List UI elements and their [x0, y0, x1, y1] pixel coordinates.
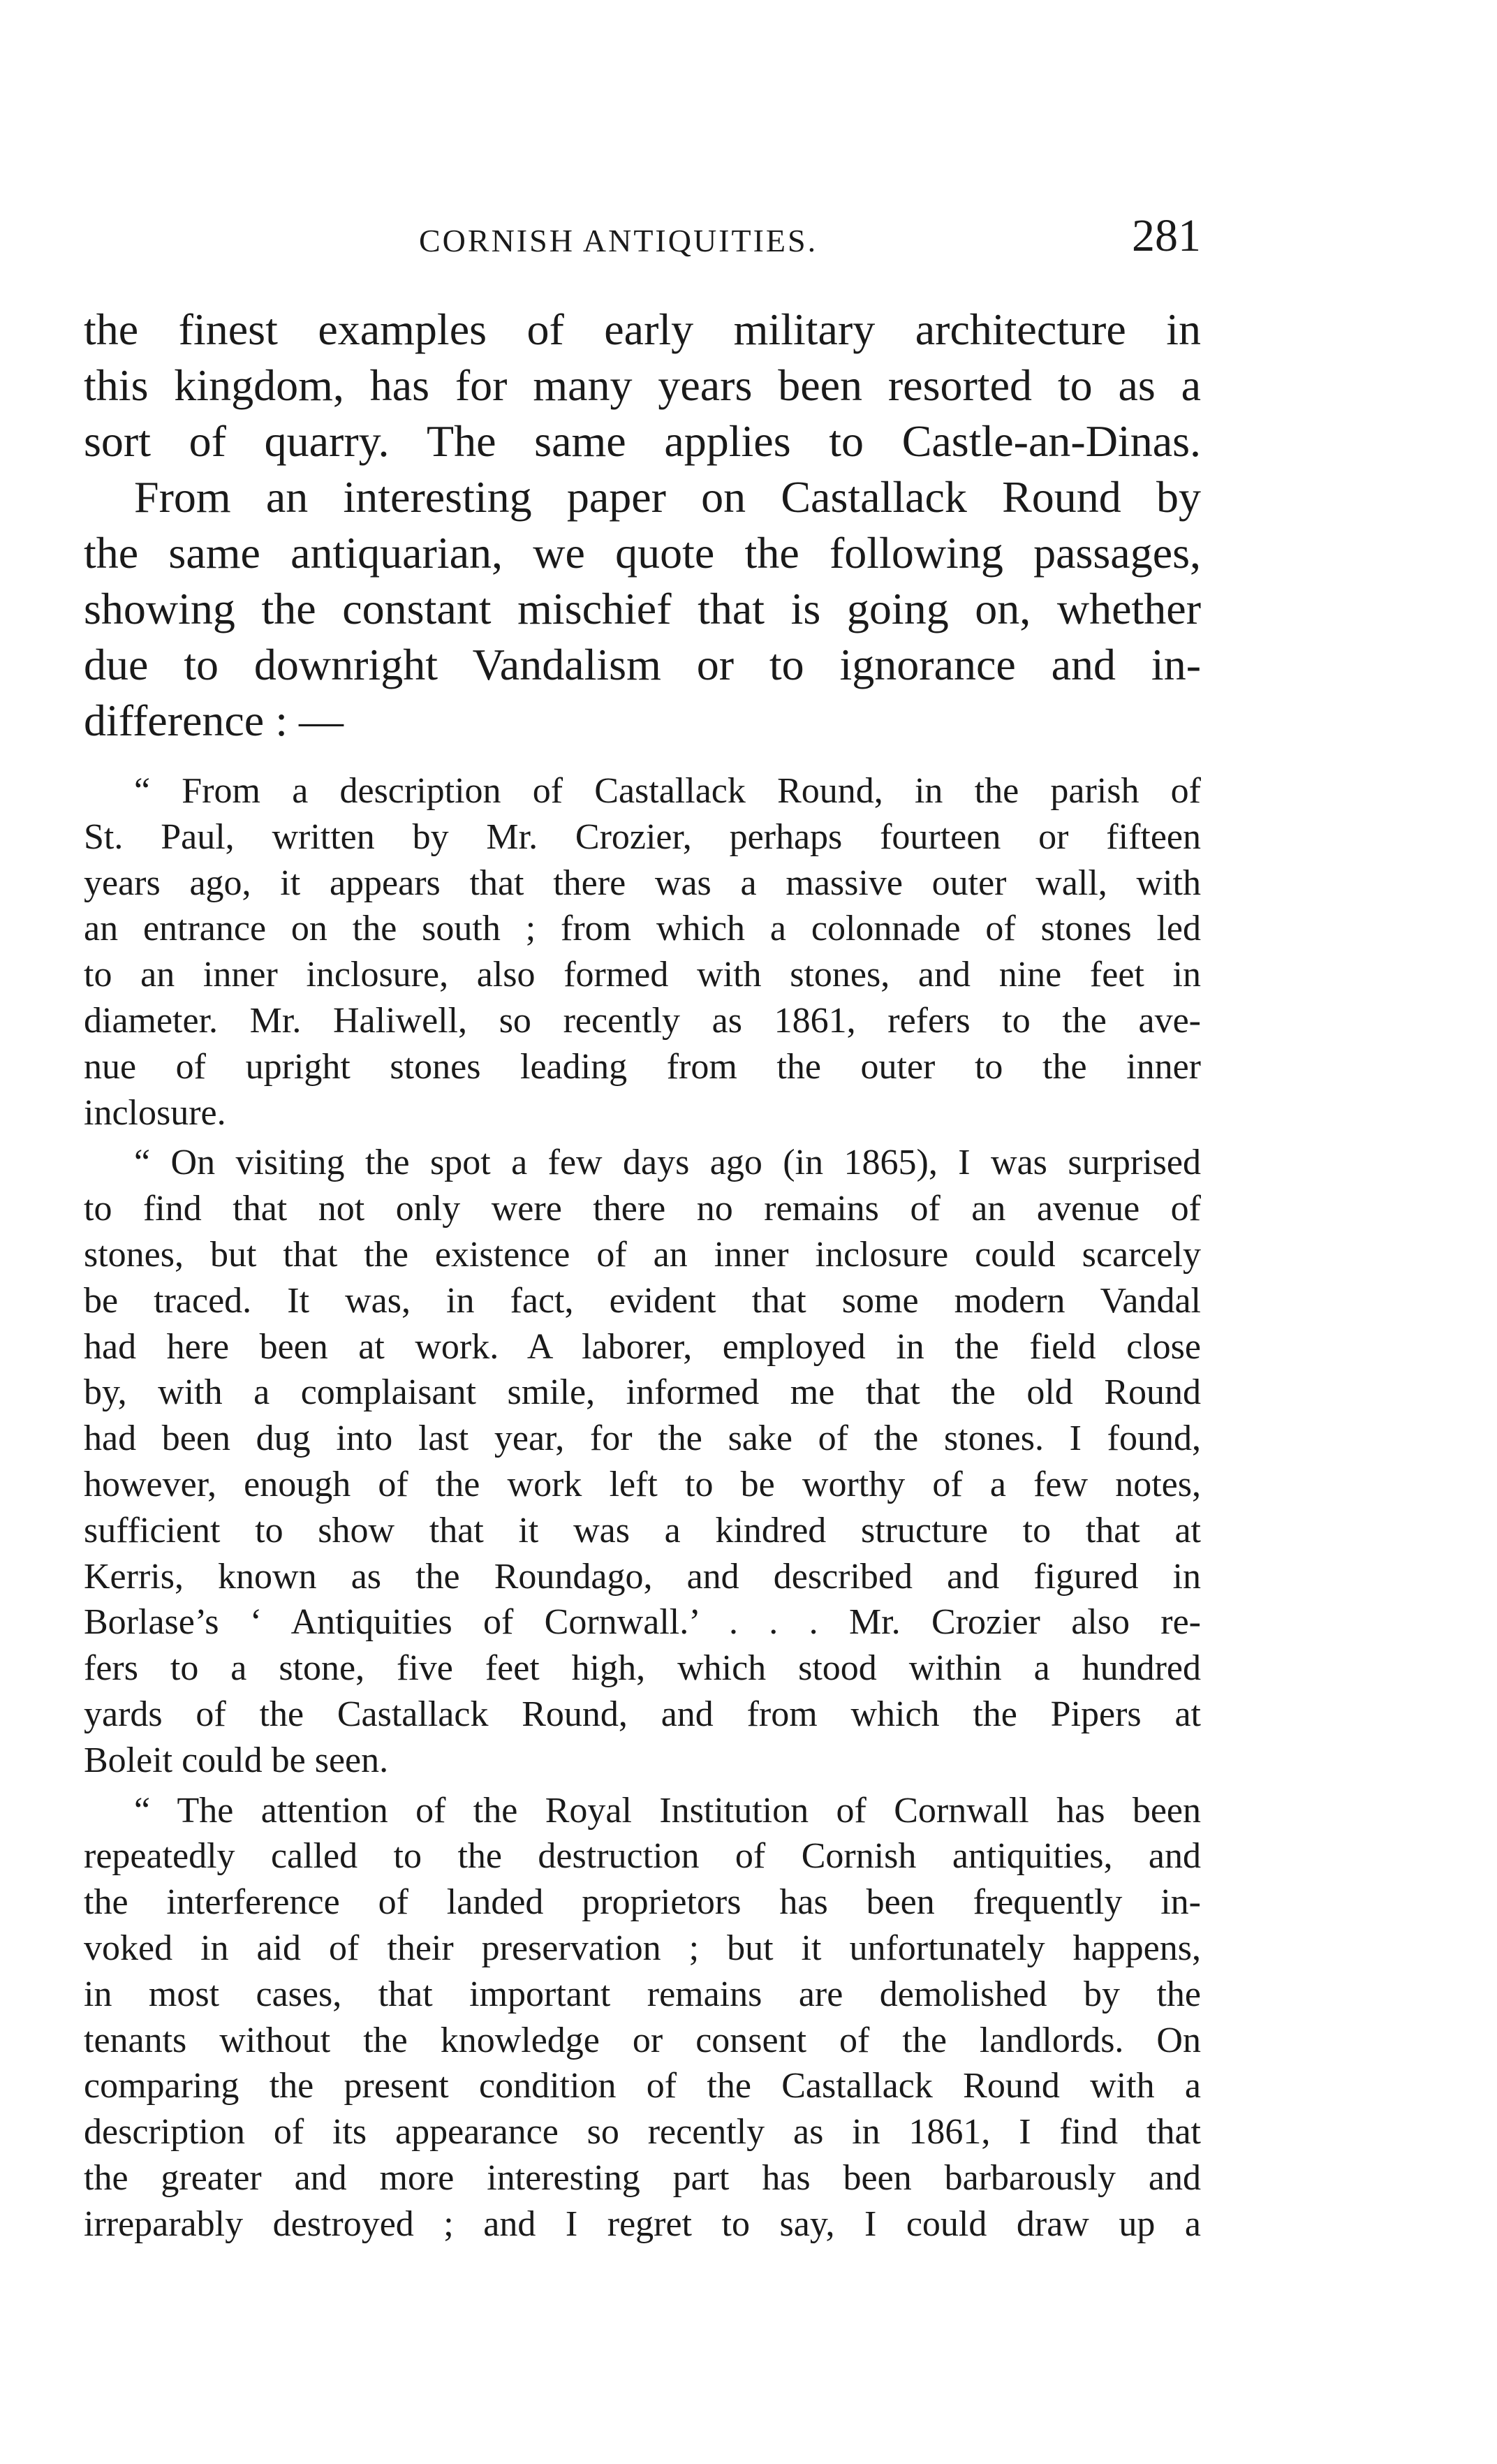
quote-line: “ The attention of the Royal Institution of Cornwall has been [134, 1790, 1201, 1831]
quote-line: years ago, it appears that there was a massive outer wall, with [84, 863, 1201, 903]
quote-line: “ On visiting the spot a few days ago (in 1865), I was surprised [134, 1143, 1201, 1183]
quote-line: St. Paul, written by Mr. Crozier, perhaps fourteen or fifteen [84, 816, 1201, 857]
text-line: sort of quarry. The same applies to Castle-an-Dinas. [84, 416, 1201, 466]
quote-line: description of its appearance so recently as in 1861, I find that [84, 2112, 1201, 2153]
quote-line: be traced. It was, in fact, evident that some modern Vandal [84, 1280, 1201, 1321]
quote-line: repeatedly called to the destruction of Cornish antiquities, and [84, 1836, 1201, 1877]
quote-line: Borlase’s ‘ Antiquities of Cornwall.’ . . . Mr. Crozier also re- [84, 1602, 1201, 1643]
quote-line: had been dug into last year, for the sake of the stones. I found, [84, 1418, 1201, 1459]
quote-line: irreparably destroyed ; and I regret to say, I could draw up a [84, 2203, 1201, 2244]
text-line: the same antiquarian, we quote the following passages, [84, 528, 1201, 578]
quote-line: “ From a description of Castallack Round, in the parish of [134, 771, 1201, 811]
quote-line: Kerris, known as the Roundago, and described and figured in [84, 1556, 1201, 1597]
quote-line: sufficient to show that it was a kindred structure to that at [84, 1510, 1201, 1550]
text-line: showing the constant mischief that is going on, whether [84, 584, 1201, 633]
quote-line: yards of the Castallack Round, and from which the Pipers at [84, 1694, 1201, 1734]
running-title: CORNISH ANTIQUITIES. [419, 223, 818, 258]
quote-line: diameter. Mr. Haliwell, so recently as 1861, refers to the ave- [84, 1000, 1201, 1041]
spacer [84, 749, 1201, 768]
page-number: 281 [1132, 210, 1201, 261]
quote-line: fers to a stone, five feet high, which stood within a hundred [84, 1648, 1201, 1689]
quote-line: voked in aid of their preservation ; but it unfortunately happens, [84, 1928, 1201, 1968]
quote-line: tenants without the knowledge or consent of the landlords. On [84, 2020, 1201, 2060]
paragraph-1 [84, 302, 1201, 469]
text-line: difference : — [84, 696, 344, 745]
quote-line: by, with a complaisant smile, informed me that the old Round [84, 1372, 1201, 1413]
quote-line: had here been at work. A laborer, employed in the field close [84, 1326, 1201, 1367]
block-quote-3 [84, 1788, 1201, 2247]
quote-line: however, enough of the work left to be worthy of a few notes, [84, 1464, 1201, 1504]
quote-line: Boleit could be seen. [84, 1740, 389, 1780]
page-header [84, 210, 1201, 265]
text-line: due to downright Vandalism or to ignorance and in- [84, 640, 1201, 689]
block-quote-2 [84, 1140, 1201, 1783]
quote-line: in most cases, that important remains are demolished by the [84, 1974, 1201, 2014]
block-quote-1 [84, 768, 1201, 1136]
quote-line: comparing the present condition of the Castallack Round with a [84, 2066, 1201, 2106]
quote-line: the greater and more interesting part has been barbarously and [84, 2157, 1201, 2198]
text-line: this kingdom, has for many years been resorted to as a [84, 360, 1201, 410]
text-line: the finest examples of early military architecture in [84, 305, 1201, 354]
quote-line: stones, but that the existence of an inner inclosure could scarcely [84, 1234, 1201, 1275]
quote-line: nue of upright stones leading from the outer to the inner [84, 1046, 1201, 1087]
quote-line: the interference of landed proprietors has been frequently in- [84, 1882, 1201, 1923]
body-text [84, 302, 1201, 2247]
quote-line: an entrance on the south ; from which a colonnade of stones led [84, 909, 1201, 949]
text-line: From an interesting paper on Castallack Round by [134, 472, 1201, 522]
quote-line: inclosure. [84, 1092, 226, 1133]
quote-line: to find that not only were there no remains of an avenue of [84, 1189, 1201, 1229]
quote-line: to an inner inclosure, also formed with stones, and nine feet in [84, 955, 1201, 995]
paragraph-2 [84, 469, 1201, 749]
